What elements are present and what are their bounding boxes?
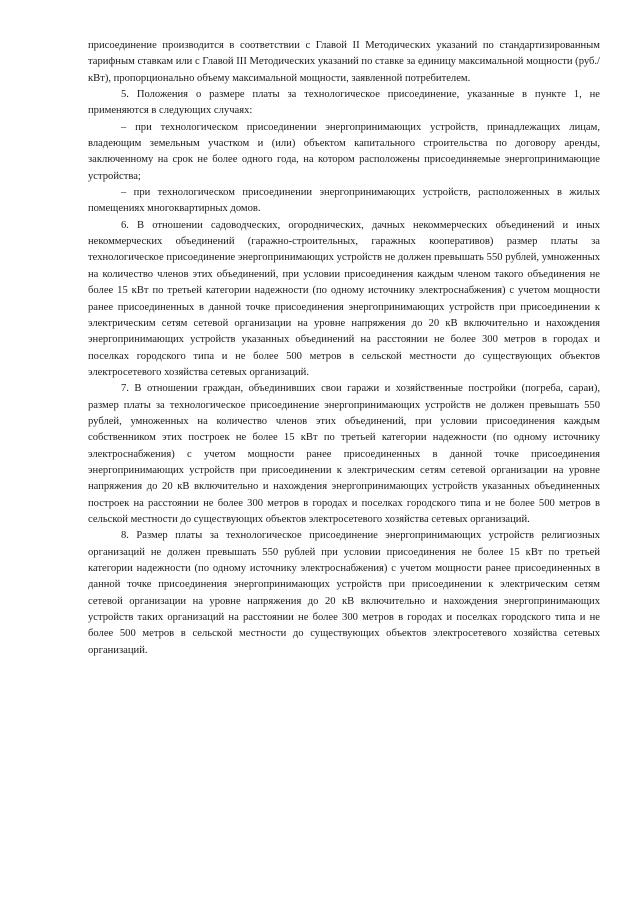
paragraph-bullet-lease: – при технологическом присоединении энергопринимающих устройств, принадлежащих лицам, владеющим земельным участком и (или) объектом капитального строительства по договору аренды, заключенному на срок не более одного года, на котором расположены присоединяемые энергопринимающие устройства; bbox=[88, 121, 600, 182]
paragraph-item-6: 6. В отношении садоводческих, огороднических, дачных некоммерческих объединений и иных некоммерческих объединений (гаражно-строительных, гаражных кооперативов) размер платы за технологическое присоединение энергопринимающих устройств не должен превышать 550 рублей, умноженных на количество членов этих объединений, при условии присоединения каждым членом такого объединения не более 15 кВт по третьей категории надежности (по одному источнику электроснабжения) с учетом мощности ранее присоединенных в данной точке присоединения энергопринимающих устройств при присоединении к электрическим сетям сетевой организации на уровне напряжения до 20 кВ включительно и нахождения энергопринимающих устройств указанных объединений на расстоянии не более 300 метров в городах и поселках городского типа и не более 500 метров в сельской местности до существующих объектов электросетевого хозяйства сетевых организаций. bbox=[88, 219, 600, 378]
paragraph-bullet-apartments: – при технологическом присоединении энергопринимающих устройств, расположенных в жилых помещениях многоквартирных домов. bbox=[88, 187, 600, 215]
paragraph-item-7: 7. В отношении граждан, объединивших свои гаражи и хозяйственные постройки (погреба, сараи), размер платы за технологическое присоединение энергопринимающих устройств не должен превышать 550 рублей, умноженных на количество членов этих объединений, при условии присоединения каждым собственником этих построек не более 15 кВт по третьей категории надежности (по одному источнику электроснабжения) с учетом мощности ранее присоединенных в данной точке присоединения энергопринимающих устройств при присоединении к электрическим сетям сетевой организации на уровне напряжения до 20 кВ включительно и нахождения энергопринимающих устройств указанных объединенных построек на расстоянии не более 300 метров в городах и поселках городского типа и не более 500 метров в сельской местности до существующих объектов электросетевого хозяйства сетевых организаций. bbox=[88, 383, 600, 525]
paragraph-continuation: присоединение производится в соответствии с Главой II Методических указаний по стандартизированным тарифным ставкам или с Главой III Методических указаний по ставке за единицу максимальной мощности (руб./ кВт), пропорционально объему максимальной мощности, заявленной потребителем. bbox=[88, 40, 600, 84]
paragraph-item-8: 8. Размер платы за технологическое присоединение энергопринимающих устройств религиозных организаций не должен превышать 550 рублей при условии присоединения не более 15 кВт по третьей категории надежности (по одному источнику электроснабжения) с учетом мощности ранее присоединенных в данной точке присоединения энергопринимающих устройств при присоединении к электрическим сетям сетевой организации на уровне напряжения до 20 кВ включительно и нахождения энергопринимающих устройств таких организаций на расстоянии не более 300 метров в городах и поселках городского типа и не более 500 метров в сельской местности до существующих объектов электросетевого хозяйства сетевых организаций. bbox=[88, 530, 600, 656]
paragraph-item-5: 5. Положения о размере платы за технологическое присоединение, указанные в пункте 1, не применяются в следующих случаях: bbox=[88, 89, 600, 117]
